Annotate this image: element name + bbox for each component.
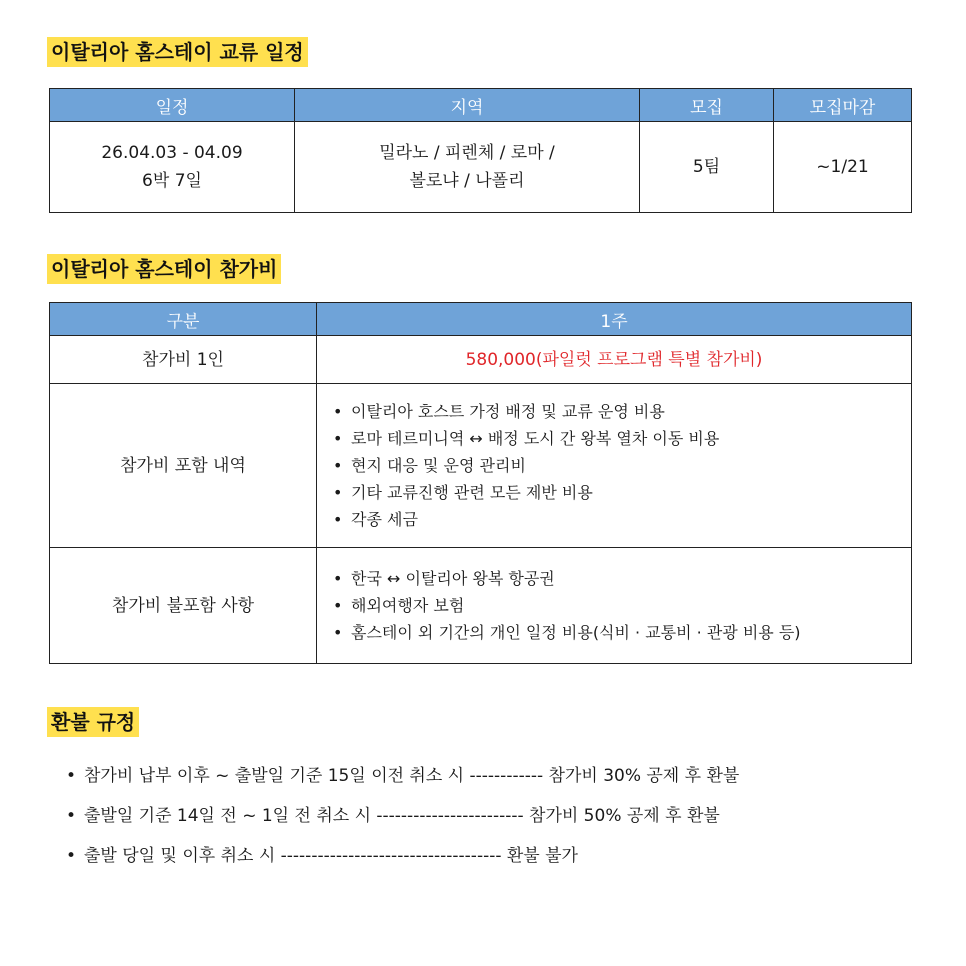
included-row bbox=[50, 384, 912, 548]
list-item: • 참가비 납부 이후 ~ 출발일 기준 15일 이전 취소 시 ------------ 참가비 30% 공제 후 환불 bbox=[64, 756, 739, 796]
list-item: • 이탈리아 호스트 가정 배정 및 교류 운영 비용 bbox=[331, 398, 911, 425]
fees-title: 이탈리아 홈스테이 참가비 bbox=[47, 254, 281, 284]
excluded-cell bbox=[317, 548, 912, 664]
schedule-recruit: 5팀 bbox=[640, 122, 774, 213]
schedule-region-line2: 볼로냐 / 나폴리 bbox=[409, 171, 525, 191]
fees-header-week: 1주 bbox=[317, 303, 912, 336]
list-item: • 각종 세금 bbox=[331, 506, 911, 533]
list-item: • 로마 테르미니역 ↔ 배정 도시 간 왕복 열차 이동 비용 bbox=[331, 425, 911, 452]
schedule-header-deadline: 모집마감 bbox=[774, 89, 912, 122]
list-item: • 현지 대응 및 운영 관리비 bbox=[331, 452, 911, 479]
schedule-header-recruit: 모집 bbox=[640, 89, 774, 122]
refund-list bbox=[64, 756, 739, 876]
list-item: • 한국 ↔ 이탈리아 왕복 항공권 bbox=[331, 565, 911, 592]
schedule-dates: 26.04.03 - 04.09 bbox=[101, 143, 243, 163]
list-item: • 해외여행자 보험 bbox=[331, 592, 911, 619]
list-item: • 홈스테이 외 기간의 개인 일정 비용(식비 · 교통비 · 관광 비용 등) bbox=[331, 619, 911, 646]
schedule-header-row bbox=[50, 89, 912, 122]
schedule-header-date: 일정 bbox=[50, 89, 295, 122]
included-list bbox=[317, 398, 911, 533]
excluded-list bbox=[317, 565, 911, 646]
schedule-title: 이탈리아 홈스테이 교류 일정 bbox=[47, 37, 308, 67]
schedule-region-line1: 밀라노 / 피렌체 / 로마 / bbox=[379, 143, 555, 163]
excluded-row bbox=[50, 548, 912, 664]
schedule-table bbox=[49, 88, 912, 213]
fee-label: 참가비 1인 bbox=[50, 336, 317, 384]
schedule-duration: 6박 7일 bbox=[142, 171, 202, 191]
excluded-label: 참가비 불포함 사항 bbox=[50, 548, 317, 664]
list-item: • 기타 교류진행 관련 모든 제반 비용 bbox=[331, 479, 911, 506]
included-label: 참가비 포함 내역 bbox=[50, 384, 317, 548]
schedule-header-region: 지역 bbox=[295, 89, 640, 122]
fee-value: 580,000(파일럿 프로그램 특별 참가비) bbox=[317, 336, 912, 384]
refund-title: 환불 규정 bbox=[47, 707, 139, 737]
fees-table bbox=[49, 302, 912, 664]
schedule-date-cell bbox=[50, 122, 295, 213]
included-cell bbox=[317, 384, 912, 548]
list-item: • 출발일 기준 14일 전 ~ 1일 전 취소 시 ------------------------ 참가비 50% 공제 후 환불 bbox=[64, 796, 739, 836]
fee-row bbox=[50, 336, 912, 384]
schedule-deadline: ~1/21 bbox=[774, 122, 912, 213]
fees-header-category: 구분 bbox=[50, 303, 317, 336]
schedule-region-cell bbox=[295, 122, 640, 213]
schedule-row bbox=[50, 122, 912, 213]
fees-header-row bbox=[50, 303, 912, 336]
list-item: • 출발 당일 및 이후 취소 시 ------------------------------------ 환불 불가 bbox=[64, 836, 739, 876]
